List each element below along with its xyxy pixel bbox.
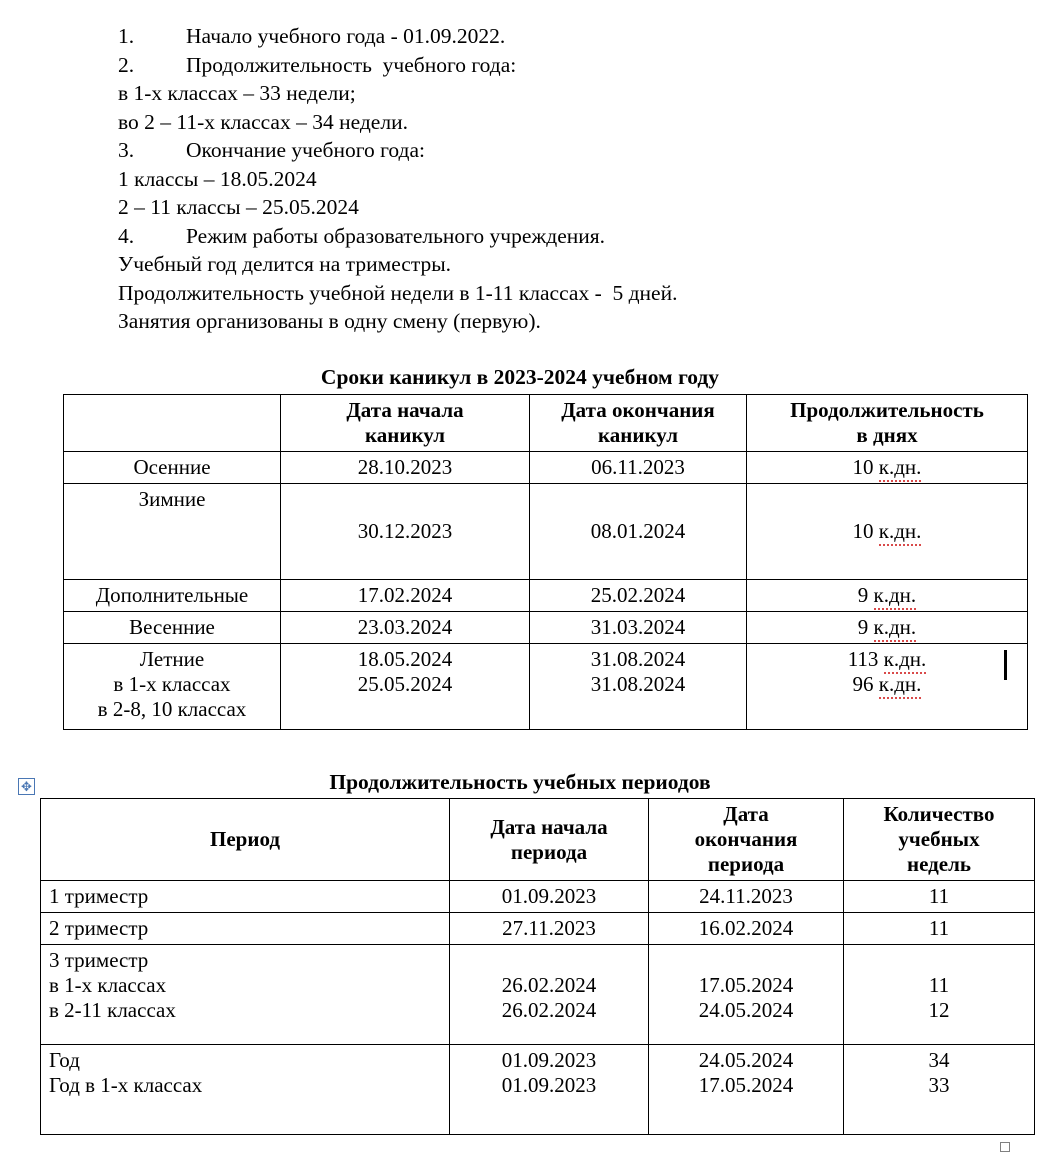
table-move-handle[interactable]: ✥	[18, 778, 35, 795]
weeks-line: 12	[928, 998, 950, 1022]
row-start-date: 17.02.2024	[281, 580, 530, 612]
header-line: каникул	[597, 423, 679, 447]
intro-line	[118, 307, 918, 336]
row-period	[41, 945, 450, 1045]
table-row	[64, 644, 1028, 730]
row-label: Весенние	[64, 612, 281, 644]
header-line: учебных	[898, 827, 980, 851]
table-resize-handle[interactable]	[1000, 1142, 1010, 1152]
start-line: 25.05.2024	[357, 672, 453, 696]
header-cell-end-date	[530, 395, 747, 452]
row-end-date: 25.02.2024	[530, 580, 747, 612]
row-label: Зимние	[64, 484, 281, 580]
start-line: 26.02.2024	[501, 973, 597, 997]
intro-line	[118, 51, 918, 80]
end-line: 31.08.2024	[590, 647, 686, 671]
table-row	[41, 945, 1035, 1045]
intro-line-text: Режим работы образовательного учреждения.	[186, 223, 606, 248]
intro-line-text: 1 классы – 18.05.2024	[118, 166, 317, 191]
duration-unit: к.дн.	[874, 615, 917, 642]
duration-value: 113	[847, 647, 879, 671]
row-duration	[747, 580, 1028, 612]
table-row	[64, 452, 1028, 484]
intro-line-text: Учебный год делится на триместры.	[118, 252, 452, 276]
intro-line-text: Продолжительность учебного года:	[186, 52, 517, 77]
vacation-periods-table	[63, 394, 1028, 730]
row-start-date: 01.09.2023	[450, 881, 649, 913]
header-line: Дата	[723, 802, 769, 826]
row-end-date	[530, 644, 747, 730]
row-duration	[747, 452, 1028, 484]
weeks-line: 33	[928, 1073, 950, 1097]
intro-line-number: 4.	[118, 223, 135, 248]
header-line: периода	[510, 839, 588, 864]
end-line: 17.05.2024	[698, 1073, 794, 1097]
header-line: в днях	[856, 423, 918, 447]
header-line: Дата начала	[490, 814, 608, 839]
intro-line	[118, 193, 918, 222]
row-label-line: в 1-х классах	[113, 672, 231, 696]
row-period	[41, 1045, 450, 1135]
row-start-date	[281, 644, 530, 730]
table-row	[64, 580, 1028, 612]
row-duration	[747, 612, 1028, 644]
table-row	[41, 881, 1035, 913]
row-end-date: 24.11.2023	[649, 881, 844, 913]
intro-line	[118, 108, 918, 137]
table-row	[41, 1045, 1035, 1135]
row-start-date: 30.12.2023	[281, 484, 530, 580]
intro-line-text: во 2 – 11-х классах – 34 недели.	[118, 109, 408, 134]
intro-line	[118, 222, 918, 251]
study-periods-table-title: Продолжительность учебных периодов	[329, 770, 711, 794]
table-row	[64, 612, 1028, 644]
start-line: 18.05.2024	[357, 647, 453, 671]
text-cursor	[1004, 650, 1007, 680]
period-line: 3 триместр	[49, 948, 149, 972]
header-line: периода	[707, 852, 785, 876]
duration-value: 10	[852, 519, 874, 543]
header-line: Продолжительность	[790, 398, 984, 422]
row-duration	[747, 484, 1028, 580]
start-line	[454, 948, 644, 973]
header-cell-period	[41, 799, 450, 881]
row-label	[64, 644, 281, 730]
row-label-line: Летние	[139, 647, 205, 671]
end-line	[653, 948, 839, 973]
row-label-line: в 2-8, 10 классах	[97, 697, 247, 721]
row-end-date	[649, 945, 844, 1045]
intro-block	[118, 22, 918, 336]
row-start-date	[450, 945, 649, 1045]
intro-line-text: 2 – 11 классы – 25.05.2024	[118, 195, 359, 219]
duration-line	[751, 647, 1023, 672]
duration-value: 9	[857, 615, 869, 639]
row-label: Осенние	[64, 452, 281, 484]
row-start-date: 23.03.2024	[281, 612, 530, 644]
duration-unit: к.дн.	[884, 647, 927, 674]
table-row	[41, 913, 1035, 945]
weeks-line: 11	[928, 973, 950, 997]
header-line: каникул	[364, 423, 446, 447]
intro-line-text: Начало учебного года - 01.09.2022.	[186, 24, 506, 48]
row-end-date: 08.01.2024	[530, 484, 747, 580]
row-end-date	[649, 1045, 844, 1135]
duration-value: 10	[852, 455, 874, 479]
intro-line-text: Окончание учебного года:	[186, 138, 425, 162]
duration-value: 96	[852, 672, 874, 696]
row-end-date: 31.03.2024	[530, 612, 747, 644]
header-line: Дата окончания	[561, 398, 715, 422]
header-cell-empty	[64, 395, 281, 452]
row-start-date	[450, 1045, 649, 1135]
duration-line	[751, 672, 1023, 697]
row-label: Дополнительные	[64, 580, 281, 612]
row-duration	[747, 644, 1028, 730]
intro-line	[118, 279, 918, 308]
row-start-date: 27.11.2023	[450, 913, 649, 945]
end-line: 24.05.2024	[698, 998, 794, 1022]
duration-unit: к.дн.	[879, 519, 922, 546]
row-start-date: 28.10.2023	[281, 452, 530, 484]
intro-line-text: Занятия организованы в одну смену (первую).	[118, 309, 541, 333]
header-cell-end-date	[649, 799, 844, 881]
intro-line-text: в 1-х классах – 33 недели;	[118, 81, 356, 105]
period-line: Год в 1-х классах	[49, 1073, 203, 1097]
intro-line	[118, 79, 918, 108]
table-header-row	[41, 799, 1035, 881]
intro-line-text: Продолжительность учебной недели в 1-11 классах - 5 дней.	[118, 280, 678, 305]
duration-unit: к.дн.	[874, 583, 917, 610]
duration-unit: к.дн.	[879, 455, 922, 482]
intro-line	[118, 165, 918, 194]
weeks-line: 34	[928, 1048, 950, 1072]
duration-value: 9	[857, 583, 869, 607]
end-line: 31.08.2024	[590, 672, 686, 696]
row-end-date: 16.02.2024	[649, 913, 844, 945]
start-line: 01.09.2023	[501, 1048, 597, 1072]
study-periods-table	[40, 798, 1035, 1135]
weeks-line	[848, 948, 1030, 973]
header-cell-duration	[747, 395, 1028, 452]
duration-unit: к.дн.	[879, 672, 922, 699]
header-cell-weeks	[844, 799, 1035, 881]
row-weeks: 11	[844, 913, 1035, 945]
header-line: Период	[210, 827, 280, 851]
period-line: в 2-11 классах	[49, 998, 176, 1022]
row-weeks: 11	[844, 881, 1035, 913]
row-period: 2 триместр	[41, 913, 450, 945]
table-header-row	[64, 395, 1028, 452]
header-line: Количество	[883, 802, 995, 826]
row-period: 1 триместр	[41, 881, 450, 913]
header-line: недель	[907, 852, 971, 876]
start-line: 26.02.2024	[501, 998, 597, 1022]
table-row	[64, 484, 1028, 580]
intro-line	[118, 250, 918, 279]
row-end-date: 06.11.2023	[530, 452, 747, 484]
period-line: в 1-х классах	[49, 973, 167, 997]
intro-line-number: 2.	[118, 52, 135, 77]
intro-line	[118, 136, 918, 165]
start-line: 01.09.2023	[501, 1073, 597, 1097]
end-line: 24.05.2024	[698, 1048, 794, 1072]
row-weeks	[844, 945, 1035, 1045]
header-cell-start-date	[450, 799, 649, 881]
vacation-table-title: Сроки каникул в 2023-2024 учебном году	[320, 365, 720, 389]
intro-line	[118, 22, 918, 51]
header-line: Дата начала	[346, 398, 464, 422]
end-line: 17.05.2024	[698, 973, 794, 997]
intro-line-number: 1.	[118, 24, 135, 48]
header-cell-start-date	[281, 395, 530, 452]
header-line: окончания	[694, 827, 798, 851]
row-weeks	[844, 1045, 1035, 1135]
period-line: Год	[49, 1048, 80, 1072]
intro-line-number: 3.	[118, 138, 135, 162]
